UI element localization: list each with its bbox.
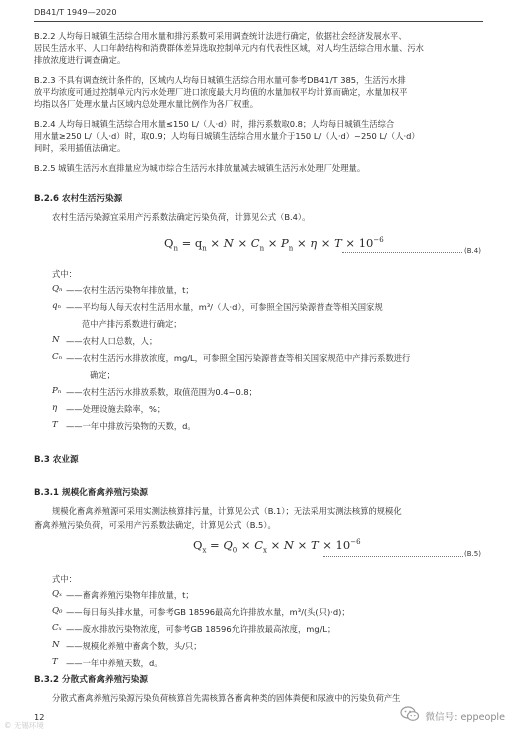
definition-cx: ——废水排放污染物浓度，可参考GB 18596允许排放最高浓度，mg/L； (66, 624, 336, 634)
formula-leader-dots (323, 556, 463, 557)
standard-number-header: DB41/T 1949—2020 (34, 7, 117, 17)
clause-b26-intro: 农村生活污染源宜采用产污系数法确定污染负荷，计算见公式（B.4）。 (52, 212, 311, 222)
symbol-cn: Cₙ (52, 352, 63, 362)
symbol-qx: Qₓ (52, 589, 63, 599)
formula-b5: $Q_x = Q_0 \times C_x \times N \times T \times 10^{-6}$ (193, 538, 361, 555)
wechat-badge (400, 706, 505, 725)
symbol-t: T (52, 657, 58, 667)
section-heading-b31: B.3.1 规模化畜禽养殖污染源 (34, 488, 148, 498)
symbol-eta: η (52, 403, 58, 413)
watermark: © 无锡环境 (4, 721, 44, 730)
definition-eta: ——处理设施去除率，%； (66, 404, 166, 414)
definition-qx: ——畜禽养殖污染物年排放量，t； (66, 590, 194, 600)
clause-b23-line2: 放平均浓度可通过控制单元内污水处理厂进口浓度最大月均值的水量加权平均计算而确定，水量加权平 (34, 87, 408, 97)
section-heading-b3: B.3 农业源 (34, 455, 79, 465)
definition-qn-lower: ——平均每人每天农村生活用水量，m³/（人·d），可参照全国污染源普查等相关国家规 (66, 302, 383, 312)
clause-b24-line3: 间时，采用插值法确定。 (34, 143, 126, 153)
definition-cn: ——农村生活污水排放浓度，mg/L，可参照全国污染源普查等相关国家规范中产排污系数进行 (66, 353, 411, 363)
formula-b4: $Q_n = q_n \times N \times C_n \times P_n \times \eta \times T \times 10^{-6}$ (164, 236, 384, 253)
clause-b24-line1: B.2.4 人均每日城镇生活综合用水量≤150 L/（人·d）时，排污系数取0.8；人均每日城镇生活综合 (34, 119, 395, 129)
where-label: 式中： (52, 269, 77, 279)
symbol-t: T (52, 420, 58, 430)
wechat-id-label: 微信号: eppeople (425, 711, 505, 723)
section-heading-b26: B.2.6 农村生活污染源 (34, 194, 123, 204)
formula-leader-dots (342, 252, 462, 253)
definition-cn-cont: 确定； (90, 370, 115, 380)
clause-b23-line1: B.2.3 不具有调查统计条件的，区域内人均每日城镇生活综合用水量可参考DB41/T 385，生活污水排 (34, 75, 406, 85)
symbol-n: N (52, 640, 60, 650)
definition-qn-upper: ——农村生活污染物年排放量，t； (66, 285, 194, 295)
equation-number-b5: (B.5) (464, 550, 481, 558)
clause-b22-line1: B.2.2 人均每日城镇生活综合用水量和排污系数可采用调查统计法进行确定，依据社会经济发展水平、 (34, 31, 407, 41)
clause-b22-line2: 居民生活水平、人口年龄结构和消费群体差异选取控制单元内有代表性区域，对人均生活综合用水量、污水 (34, 43, 424, 53)
symbol-pn: Pₙ (52, 386, 62, 396)
definition-pn: ——农村生活污水排放系数，取值范围为0.4~0.8； (66, 387, 257, 397)
wechat-icon (400, 706, 420, 725)
definition-n: ——规模化养殖中畜禽个数，头/只； (66, 641, 202, 651)
symbol-n: N (52, 335, 60, 345)
page-number: 12 (34, 712, 45, 722)
clause-b31-intro-line1: 规模化畜禽养殖源可采用实测法核算排污量，计算见公式（B.1）；无法采用实测法核算的规模化 (52, 506, 402, 516)
definition-t: ——一年中排放污染物的天数，d。 (66, 421, 196, 431)
symbol-qn-upper: Qₙ (52, 284, 63, 294)
symbol-qn-lower: qₙ (52, 301, 61, 311)
symbol-q0: Q₀ (52, 606, 63, 616)
symbol-cx: Cₓ (52, 623, 62, 633)
equation-number-b4: (B.4) (464, 247, 481, 255)
clause-b23-line3: 均指以各厂处理水量占区域内总处理水量比例作为各厂权重。 (34, 99, 259, 109)
clause-b22-line3: 排放浓度进行调查确定。 (34, 55, 126, 65)
definition-t: ——一年中养殖天数，d。 (66, 658, 163, 668)
clause-b32-intro: 分散式畜禽养殖污染源污染负荷核算首先需核算各畜禽种类的固体粪便和尿液中的污染负荷产生 (52, 693, 401, 703)
header-rule (34, 21, 483, 22)
definition-n: ——农村人口总数，人； (66, 336, 158, 346)
section-heading-b32: B.3.2 分散式畜禽养殖污染源 (34, 675, 148, 685)
definition-qn-lower-cont: 范中产排污系数进行确定； (82, 319, 182, 329)
where-label: 式中： (52, 574, 77, 584)
clause-b24-line2: 用水量≥250 L/（人·d）时，取0.9；人均每日城镇生活综合用水量介于150 L/（人·d）~250 L/（人·d） (34, 131, 420, 141)
clause-b25-line1: B.2.5 城镇生活污水直排量应为城市综合生活污水排放量减去城镇生活污水处理厂处理量。 (34, 163, 366, 173)
clause-b31-intro-line2: 畜禽养殖污染负荷，可采用产污系数法确定，计算见公式（B.5）。 (34, 520, 276, 530)
definition-q0: ——每日每头排水量，可参考GB 18596最高允许排放水量，m³/(头(只)·d)； (66, 607, 350, 617)
